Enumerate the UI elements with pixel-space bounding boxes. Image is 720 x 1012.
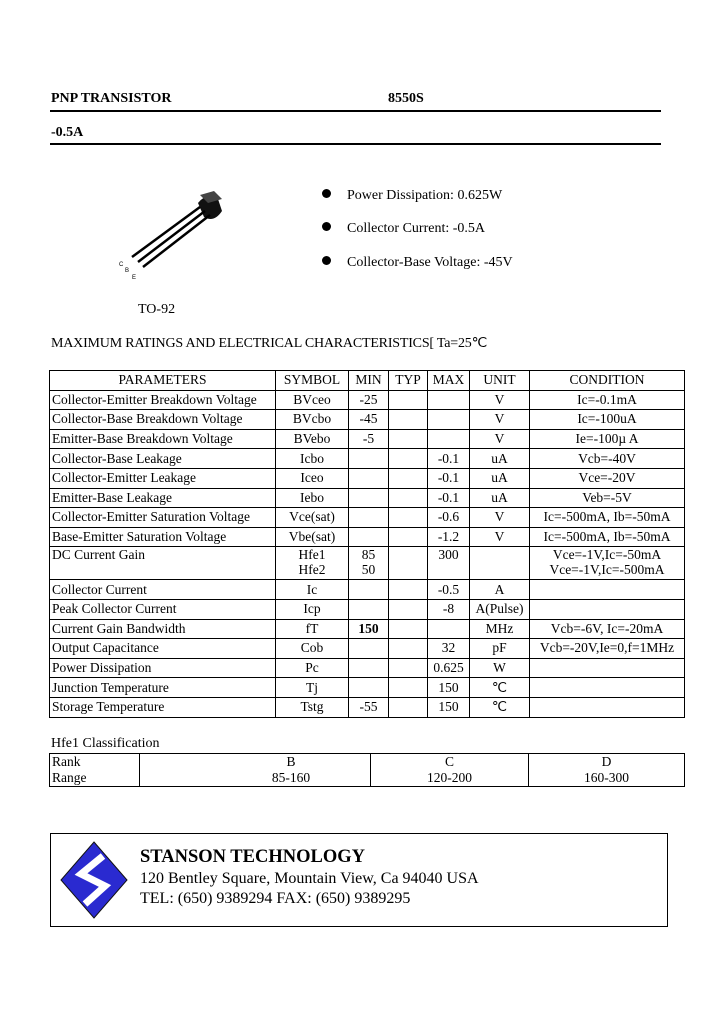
typ-cell [389, 658, 428, 678]
pin-label-e: E [132, 275, 137, 281]
condition-cell: Ie=-100µ A [530, 429, 685, 449]
max-cell [428, 390, 470, 410]
table-row [50, 547, 685, 580]
rank-cell: D [529, 754, 685, 771]
typ-cell [389, 468, 428, 488]
min-cell [349, 599, 389, 619]
table-row [50, 468, 685, 488]
rank-label: Rank [50, 754, 140, 771]
typ-cell [389, 508, 428, 528]
table-row [50, 599, 685, 619]
range-cell: 120-200 [371, 770, 529, 787]
param-cell: Storage Temperature [50, 697, 276, 717]
symbol-cell: fT [276, 619, 349, 639]
pin-label-c: C [119, 262, 124, 268]
typ-cell [389, 599, 428, 619]
table-row [50, 658, 685, 678]
table-row [50, 580, 685, 600]
typ-cell [389, 697, 428, 717]
company-phone: TEL: (650) 9389294 FAX: (650) 9389295 [140, 890, 411, 907]
condition-cell: Veb=-5V [530, 488, 685, 508]
min-cell [349, 508, 389, 528]
symbol-cell [276, 547, 349, 580]
min-cell: 150 [349, 619, 389, 639]
max-cell: -0.6 [428, 508, 470, 528]
symbol-cell: Vbe(sat) [276, 527, 349, 547]
table-row [50, 449, 685, 469]
param-cell: DC Current Gain [50, 547, 276, 580]
col-header: MIN [349, 371, 389, 391]
max-cell [428, 410, 470, 430]
range-cell: 85-160 [140, 770, 371, 787]
bullet-icon [322, 256, 331, 265]
company-name: STANSON TECHNOLOGY [140, 847, 365, 867]
typ-cell [389, 429, 428, 449]
min-cell: -45 [349, 410, 389, 430]
company-address: 120 Bentley Square, Mountain View, Ca 94040 USA [140, 870, 479, 887]
typ-cell [389, 390, 428, 410]
condition-cell: Vcb=-40V [530, 449, 685, 469]
min-cell [349, 468, 389, 488]
condition-cell: Vce=-20V [530, 468, 685, 488]
symbol-cell: Tstg [276, 697, 349, 717]
max-cell: 32 [428, 639, 470, 659]
condition-cell-line: Vce=-1V,Ic=-500mA [549, 562, 665, 578]
unit-cell: V [470, 410, 530, 430]
param-cell: Collector-Emitter Saturation Voltage [50, 508, 276, 528]
min-cell: -5 [349, 429, 389, 449]
max-cell: 300 [428, 547, 470, 580]
param-cell: Emitter-Base Breakdown Voltage [50, 429, 276, 449]
hfe-table [49, 753, 685, 787]
condition-cell [530, 580, 685, 600]
part-number: 8550S [388, 91, 424, 106]
param-cell: Base-Emitter Saturation Voltage [50, 527, 276, 547]
stanson-logo-icon [59, 840, 129, 920]
param-cell: Collector-Emitter Breakdown Voltage [50, 390, 276, 410]
param-cell: Current Gain Bandwidth [50, 619, 276, 639]
range-label: Range [50, 770, 140, 787]
param-cell: Junction Temperature [50, 678, 276, 698]
param-cell: Collector-Base Leakage [50, 449, 276, 469]
feature-item: Collector-Base Voltage: -45V [322, 255, 513, 271]
max-cell: -0.1 [428, 488, 470, 508]
unit-cell [470, 547, 530, 580]
max-cell: 150 [428, 678, 470, 698]
max-cell: 150 [428, 697, 470, 717]
min-cell-line: 85 [361, 547, 376, 563]
condition-cell: Vcb=-6V, Ic=-20mA [530, 619, 685, 639]
unit-cell: V [470, 508, 530, 528]
max-cell: -0.5 [428, 580, 470, 600]
min-cell [349, 658, 389, 678]
table-row [50, 678, 685, 698]
max-cell [428, 619, 470, 639]
product-type: PNP TRANSISTOR [51, 91, 172, 106]
symbol-cell: Ic [276, 580, 349, 600]
unit-cell: uA [470, 468, 530, 488]
param-cell: Power Dissipation [50, 658, 276, 678]
table-row [50, 429, 685, 449]
typ-cell [389, 410, 428, 430]
section-title: MAXIMUM RATINGS AND ELECTRICAL CHARACTERISTICS[ Ta=25℃ [51, 336, 488, 351]
typ-cell [389, 639, 428, 659]
header-rule-bottom [50, 143, 661, 145]
symbol-cell: BVebo [276, 429, 349, 449]
typ-cell [389, 580, 428, 600]
max-cell: 0.625 [428, 658, 470, 678]
unit-cell: ℃ [470, 678, 530, 698]
col-header: UNIT [470, 371, 530, 391]
max-cell: -1.2 [428, 527, 470, 547]
condition-cell: Ic=-500mA, Ib=-50mA [530, 527, 685, 547]
table-row [50, 410, 685, 430]
symbol-cell: Iceo [276, 468, 349, 488]
symbol-cell: Vce(sat) [276, 508, 349, 528]
bullet-icon [322, 189, 331, 198]
symbol-cell: Tj [276, 678, 349, 698]
typ-cell [389, 678, 428, 698]
symbol-cell: BVceo [276, 390, 349, 410]
condition-cell [530, 599, 685, 619]
min-cell [349, 527, 389, 547]
min-cell [349, 449, 389, 469]
condition-cell: Ic=-100uA [530, 410, 685, 430]
min-cell: -25 [349, 390, 389, 410]
rank-cell: B [140, 754, 371, 771]
min-cell [349, 639, 389, 659]
unit-cell: uA [470, 488, 530, 508]
unit-cell: A(Pulse) [470, 599, 530, 619]
max-cell: -0.1 [428, 449, 470, 469]
min-cell [349, 678, 389, 698]
min-cell-line: 50 [361, 562, 376, 578]
table-header-row [50, 371, 685, 391]
table-row [50, 619, 685, 639]
table-row [50, 754, 685, 771]
hfe-title: Hfe1 Classification [51, 736, 160, 751]
min-cell: -55 [349, 697, 389, 717]
bullet-icon [322, 222, 331, 231]
typ-cell [389, 547, 428, 580]
param-cell: Peak Collector Current [50, 599, 276, 619]
package-label: TO-92 [138, 302, 176, 317]
param-cell: Collector Current [50, 580, 276, 600]
max-cell [428, 429, 470, 449]
param-cell: Collector-Emitter Leakage [50, 468, 276, 488]
typ-cell [389, 488, 428, 508]
pin-label-b: B [125, 268, 130, 274]
to92-package-icon [110, 185, 240, 285]
col-header: CONDITION [530, 371, 685, 391]
unit-cell: A [470, 580, 530, 600]
condition-cell [530, 658, 685, 678]
param-cell: Collector-Base Breakdown Voltage [50, 410, 276, 430]
rank-cell: C [371, 754, 529, 771]
condition-cell: Ic=-0.1mA [530, 390, 685, 410]
unit-cell: V [470, 390, 530, 410]
symbol-cell-line: Hfe1 [298, 547, 326, 563]
symbol-cell: Iebo [276, 488, 349, 508]
unit-cell: V [470, 527, 530, 547]
unit-cell: W [470, 658, 530, 678]
table-row [50, 488, 685, 508]
unit-cell: MHz [470, 619, 530, 639]
table-row [50, 770, 685, 787]
characteristics-table [49, 370, 685, 718]
min-cell [349, 580, 389, 600]
col-header: SYMBOL [276, 371, 349, 391]
condition-cell-line: Vce=-1V,Ic=-50mA [552, 547, 662, 563]
max-cell: -0.1 [428, 468, 470, 488]
unit-cell: ℃ [470, 697, 530, 717]
company-box [50, 833, 668, 927]
max-cell: -8 [428, 599, 470, 619]
feature-item: Power Dissipation: 0.625W [322, 188, 502, 204]
condition-cell [530, 697, 685, 717]
table-row [50, 527, 685, 547]
feature-item: Collector Current: -0.5A [322, 221, 485, 237]
condition-cell: Vcb=-20V,Ie=0,f=1MHz [530, 639, 685, 659]
unit-cell: pF [470, 639, 530, 659]
current-rating: -0.5A [51, 125, 84, 140]
symbol-cell: Icbo [276, 449, 349, 469]
typ-cell [389, 619, 428, 639]
typ-cell [389, 449, 428, 469]
min-cell [349, 547, 389, 580]
param-cell: Emitter-Base Leakage [50, 488, 276, 508]
col-header: MAX [428, 371, 470, 391]
table-row [50, 390, 685, 410]
condition-cell [530, 678, 685, 698]
min-cell [349, 488, 389, 508]
typ-cell [389, 527, 428, 547]
col-header: TYP [389, 371, 428, 391]
condition-cell [530, 547, 685, 580]
unit-cell: V [470, 429, 530, 449]
unit-cell: uA [470, 449, 530, 469]
table-row [50, 639, 685, 659]
condition-cell: Ic=-500mA, Ib=-50mA [530, 508, 685, 528]
symbol-cell: Pc [276, 658, 349, 678]
col-header: PARAMETERS [50, 371, 276, 391]
table-row [50, 508, 685, 528]
symbol-cell: Icp [276, 599, 349, 619]
symbol-cell: BVcbo [276, 410, 349, 430]
header-rule-top [50, 110, 661, 112]
range-cell: 160-300 [529, 770, 685, 787]
symbol-cell-line: Hfe2 [298, 562, 326, 578]
symbol-cell: Cob [276, 639, 349, 659]
param-cell: Output Capacitance [50, 639, 276, 659]
table-row [50, 697, 685, 717]
